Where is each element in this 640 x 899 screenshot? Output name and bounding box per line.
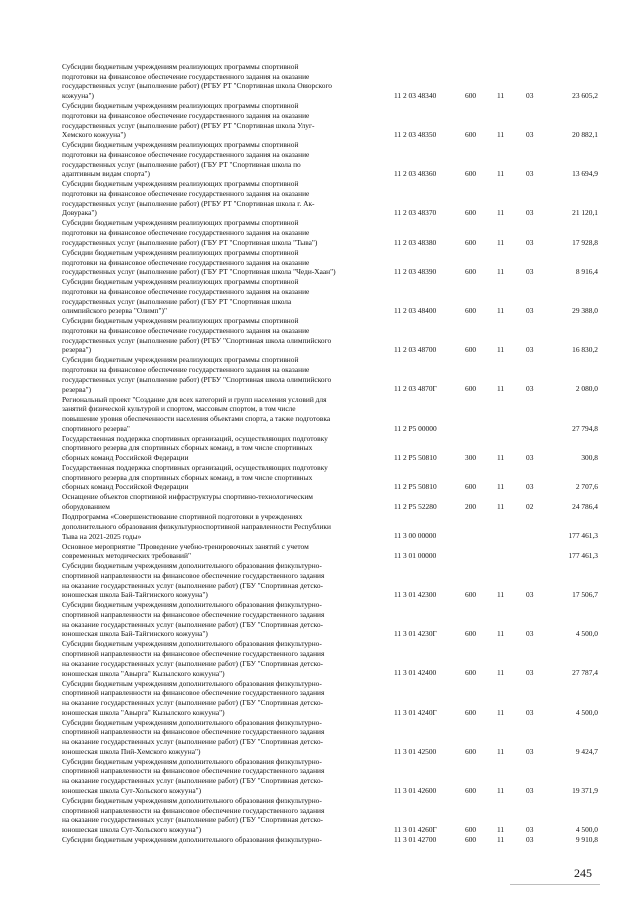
table-row xyxy=(0,639,640,678)
row-section: 11 xyxy=(497,345,505,355)
table-row xyxy=(0,492,640,511)
row-target-code: 11 2 03 48340 xyxy=(394,91,437,101)
row-subsection: 03 xyxy=(526,452,534,462)
row-target-code: 11 2 03 48400 xyxy=(394,306,437,316)
row-section: 11 xyxy=(497,482,505,492)
row-subsection: 03 xyxy=(526,130,534,140)
row-expense-type: 600 xyxy=(465,824,477,834)
row-section: 11 xyxy=(497,169,505,179)
row-expense-type: 600 xyxy=(465,91,477,101)
row-amount: 2 707,6 xyxy=(575,482,598,492)
row-amount: 19 371,9 xyxy=(572,785,598,795)
row-subsection: 03 xyxy=(526,590,534,600)
row-section: 11 xyxy=(497,502,505,512)
row-section: 11 xyxy=(497,785,505,795)
row-amount: 16 830,2 xyxy=(572,345,598,355)
table-row xyxy=(0,835,640,845)
row-amount: 29 388,0 xyxy=(572,306,598,316)
row-description: Региональный проект "Создание для всех категорий и групп населения условий для занятий физической культурой и спортом, массовым спортом, в том числе повышение уровня обеспеченности населения объектами спорта, а также подготовка спортивного резерва" xyxy=(62,394,331,433)
row-amount: 27 787,4 xyxy=(572,668,598,678)
row-description: Субсидии бюджетным учреждениям реализующих программы спортивной подготовки на финансовое обеспечение государственного задания на оказание государственных услуг (выполнение работ) (ГБУ РТ "Спортивная школа "Тыва") xyxy=(62,218,318,247)
row-subsection: 03 xyxy=(526,824,534,834)
row-expense-type: 600 xyxy=(465,384,477,394)
row-section: 11 xyxy=(497,834,505,844)
table-row xyxy=(0,679,640,718)
row-target-code: 11 3 01 4260Г xyxy=(394,824,437,834)
row-target-code: 11 2 P5 50810 xyxy=(394,482,437,492)
row-expense-type: 600 xyxy=(465,629,477,639)
row-description: Субсидии бюджетным учреждениям дополнительного образования физкультурно- спортивной направленности на финансовое обеспечение государственного задания на оказание государственных услуг (выполнение работ) (ГБУ "Спортивная детско- юношеская школа Сут-Хольского кожууна") xyxy=(62,756,325,795)
table-row xyxy=(0,600,640,639)
row-target-code: 11 3 01 42300 xyxy=(394,590,437,600)
row-amount: 17 928,8 xyxy=(572,237,598,247)
row-expense-type: 600 xyxy=(465,785,477,795)
row-section: 11 xyxy=(497,91,505,101)
row-expense-type: 600 xyxy=(465,746,477,756)
row-amount: 4 500,0 xyxy=(575,824,598,834)
row-target-code: 11 2 03 48700 xyxy=(394,345,437,355)
row-section: 11 xyxy=(497,130,505,140)
row-description: Субсидии бюджетным учреждениям реализующих программы спортивной подготовки на финансовое обеспечение государственного задания на оказание государственных услуг (выполнение работ) (ГБУ РТ "Спортивная школа олимпийского резерва "Олимп")" xyxy=(62,277,310,316)
table-row xyxy=(0,796,640,835)
row-target-code: 11 2 03 4870Г xyxy=(394,384,437,394)
row-subsection: 03 xyxy=(526,345,534,355)
row-amount: 4 500,0 xyxy=(575,629,598,639)
row-description: Субсидии бюджетным учреждениям дополнительного образования физкультурно- спортивной направленности на финансовое обеспечение государственного задания на оказание государственных услуг (выполнение работ) (ГБУ "Спортивная детско- юношеская школа Бай-Тайгинского кожууна") xyxy=(62,600,325,639)
row-description: Субсидии бюджетным учреждениям реализующих программы спортивной подготовки на финансовое обеспечение государственного задания на оказание государственных услуг (выполнение работ) (РГБУ "Спортивная школа олимпийского резерва") xyxy=(62,355,332,394)
table-row xyxy=(0,140,640,179)
row-target-code: 11 3 01 00000 xyxy=(394,551,437,561)
row-expense-type: 600 xyxy=(465,345,477,355)
row-description: Субсидии бюджетным учреждениям реализующих программы спортивной подготовки на финансовое обеспечение государственного задания на оказание государственных услуг (выполнение работ) (РГБУ "Спортивная школа олимпийского резерва") xyxy=(62,316,332,355)
row-subsection: 03 xyxy=(526,384,534,394)
table-row xyxy=(0,718,640,757)
table-row xyxy=(0,757,640,796)
table-row xyxy=(0,355,640,394)
row-expense-type: 600 xyxy=(465,130,477,140)
row-target-code: 11 3 01 42700 xyxy=(394,834,437,844)
table-row xyxy=(0,512,640,541)
row-subsection: 03 xyxy=(526,267,534,277)
row-target-code: 11 3 01 42500 xyxy=(394,746,437,756)
row-amount: 2 080,0 xyxy=(575,384,598,394)
row-section: 11 xyxy=(497,237,505,247)
row-description: Субсидии бюджетным учреждениям реализующих программы спортивной подготовки на финансовое обеспечение государственного задания на оказание государственных услуг (выполнение работ) (РГБУ РТ "Спортивная школа г. Ак- Довурака") xyxy=(62,179,315,218)
row-target-code: 11 2 03 48380 xyxy=(394,237,437,247)
row-description: Оснащение объектов спортивной инфраструктуры спортивно-технологическим оборудованием xyxy=(62,492,313,512)
row-amount: 177 461,3 xyxy=(568,551,598,561)
row-amount: 21 120,1 xyxy=(572,208,598,218)
row-target-code: 11 2 P5 52280 xyxy=(394,502,437,512)
row-section: 11 xyxy=(497,384,505,394)
row-description: Субсидии бюджетным учреждениям дополнительного образования физкультурно- спортивной направленности на финансовое обеспечение государственного задания на оказание государственных услуг (выполнение работ) (ГБУ "Спортивная детско- юношеская школа Бай-Тайгинского кожууна") xyxy=(62,561,325,600)
table-row xyxy=(0,463,640,492)
row-description: Субсидии бюджетным учреждениям дополнительного образования физкультурно- спортивной направленности на финансовое обеспечение государственного задания на оказание государственных услуг (выполнение работ) (ГБУ "Спортивная детско- юношеская школа "Авырга" Кызылского кожууна") xyxy=(62,639,325,678)
row-description: Государственная поддержка спортивных организаций, осуществляющих подготовку спортивного резерва для спортивных сборных команд, в том числе спортивных сборных команд Российской Федерации xyxy=(62,463,328,492)
row-target-code: 11 3 01 42400 xyxy=(394,668,437,678)
row-expense-type: 600 xyxy=(465,707,477,717)
row-amount: 8 916,4 xyxy=(575,267,598,277)
row-subsection: 03 xyxy=(526,208,534,218)
row-target-code: 11 2 P5 00000 xyxy=(394,423,437,433)
row-expense-type: 600 xyxy=(465,590,477,600)
row-target-code: 11 3 01 4230Г xyxy=(394,629,437,639)
row-amount: 9 424,7 xyxy=(575,746,598,756)
table-row xyxy=(0,561,640,600)
row-description: Подпрограмма «Совершенствование спортивной подготовки в учреждениях дополнительного образования физкультурноспортивной направленности Республики Тыва на 2021-2025 годы» xyxy=(62,512,331,541)
row-subsection: 03 xyxy=(526,91,534,101)
row-subsection: 03 xyxy=(526,169,534,179)
row-amount: 13 694,9 xyxy=(572,169,598,179)
row-expense-type: 600 xyxy=(465,208,477,218)
table-row xyxy=(0,218,640,247)
table-row xyxy=(0,101,640,140)
row-description: Субсидии бюджетным учреждениям дополнительного образования физкультурно- спортивной направленности на финансовое обеспечение государственного задания на оказание государственных услуг (выполнение работ) (ГБУ "Спортивная детско- юношеская школа Пий-Хемского кожууна") xyxy=(62,717,325,756)
row-section: 11 xyxy=(497,208,505,218)
row-subsection: 03 xyxy=(526,482,534,492)
row-subsection: 03 xyxy=(526,629,534,639)
row-description: Основное мероприятие "Проведение учебно-тренировочных занятий с учетом современных методических требований" xyxy=(62,541,309,561)
row-target-code: 11 2 03 48370 xyxy=(394,208,437,218)
row-target-code: 11 2 03 48390 xyxy=(394,267,437,277)
page-number: 245 xyxy=(574,866,592,880)
footer-divider xyxy=(510,884,600,885)
row-amount: 27 794,8 xyxy=(572,423,598,433)
table-row xyxy=(0,542,640,561)
row-amount: 177 461,3 xyxy=(568,531,598,541)
table-row xyxy=(0,277,640,316)
row-amount: 300,8 xyxy=(581,452,598,462)
row-subsection: 03 xyxy=(526,746,534,756)
row-target-code: 11 3 01 4240Г xyxy=(394,707,437,717)
row-description: Субсидии бюджетным учреждениям реализующих программы спортивной подготовки на финансовое обеспечение государственного задания на оказание государственных услуг (выполнение работ) (РГБУ РТ "Спортивная школа Улуг- Хемского кожууна") xyxy=(62,101,315,140)
row-section: 11 xyxy=(497,746,505,756)
row-amount: 17 506,7 xyxy=(572,590,598,600)
row-description: Субсидии бюджетным учреждениям реализующих программы спортивной подготовки на финансовое обеспечение государственного задания на оказание государственных услуг (выполнение работ) (РГБУ РТ "Спортивная школа Овюрского кожууна") xyxy=(62,62,332,101)
table-row xyxy=(0,179,640,218)
row-subsection: 03 xyxy=(526,707,534,717)
row-target-code: 11 2 P5 50810 xyxy=(394,452,437,462)
row-subsection: 03 xyxy=(526,668,534,678)
row-target-code: 11 2 03 48350 xyxy=(394,130,437,140)
row-section: 11 xyxy=(497,452,505,462)
row-description: Субсидии бюджетным учреждениям дополнительного образования физкультурно- спортивной направленности на финансовое обеспечение государственного задания на оказание государственных услуг (выполнение работ) (ГБУ "Спортивная детско- юношеская школа Сут-Хольского кожууна") xyxy=(62,795,325,834)
row-expense-type: 600 xyxy=(465,834,477,844)
row-section: 11 xyxy=(497,590,505,600)
row-expense-type: 600 xyxy=(465,169,477,179)
row-description: Субсидии бюджетным учреждениям дополнительного образования физкультурно- xyxy=(62,834,322,844)
row-subsection: 03 xyxy=(526,834,534,844)
table-row xyxy=(0,248,640,277)
row-section: 11 xyxy=(497,668,505,678)
row-target-code: 11 3 00 00000 xyxy=(394,531,437,541)
row-section: 11 xyxy=(497,629,505,639)
row-subsection: 03 xyxy=(526,237,534,247)
row-expense-type: 600 xyxy=(465,482,477,492)
row-amount: 9 910,8 xyxy=(575,834,598,844)
row-expense-type: 600 xyxy=(465,668,477,678)
row-target-code: 11 3 01 42600 xyxy=(394,785,437,795)
row-amount: 24 786,4 xyxy=(572,502,598,512)
row-description: Субсидии бюджетным учреждениям реализующих программы спортивной подготовки на финансовое обеспечение государственного задания на оказание государственных услуг (выполнение работ) (ГБУ РТ "Спортивная школа по адаптивным видам спорта") xyxy=(62,140,310,179)
row-description: Субсидии бюджетным учреждениям дополнительного образования физкультурно- спортивной направленности на финансовое обеспечение государственного задания на оказание государственных услуг (выполнение работ) (ГБУ "Спортивная детско- юношеская школа "Авырга" Кызылского кожууна") xyxy=(62,678,325,717)
row-expense-type: 600 xyxy=(465,267,477,277)
row-description: Государственная поддержка спортивных организаций, осуществляющих подготовку спортивного резерва для спортивных сборных команд, в том числе спортивных сборных команд Российской Федерации xyxy=(62,433,328,462)
row-section: 11 xyxy=(497,267,505,277)
row-subsection: 02 xyxy=(526,502,534,512)
row-section: 11 xyxy=(497,824,505,834)
row-subsection: 03 xyxy=(526,785,534,795)
row-amount: 20 882,1 xyxy=(572,130,598,140)
row-subsection: 03 xyxy=(526,306,534,316)
row-expense-type: 300 xyxy=(465,452,477,462)
row-expense-type: 600 xyxy=(465,306,477,316)
row-expense-type: 600 xyxy=(465,237,477,247)
table-row xyxy=(0,62,640,101)
row-description: Субсидии бюджетным учреждениям реализующих программы спортивной подготовки на финансовое обеспечение государственного задания на оказание государственных услуг (выполнение работ) (ГБУ РТ "Спортивная школа "Чеди-Хаан") xyxy=(62,247,336,277)
row-amount: 23 605,2 xyxy=(572,91,598,101)
table-row xyxy=(0,434,640,463)
row-section: 11 xyxy=(497,306,505,316)
row-target-code: 11 2 03 48360 xyxy=(394,169,437,179)
row-section: 11 xyxy=(497,707,505,717)
table-row xyxy=(0,316,640,355)
row-expense-type: 200 xyxy=(465,502,477,512)
table-row xyxy=(0,395,640,434)
row-amount: 4 500,0 xyxy=(575,707,598,717)
